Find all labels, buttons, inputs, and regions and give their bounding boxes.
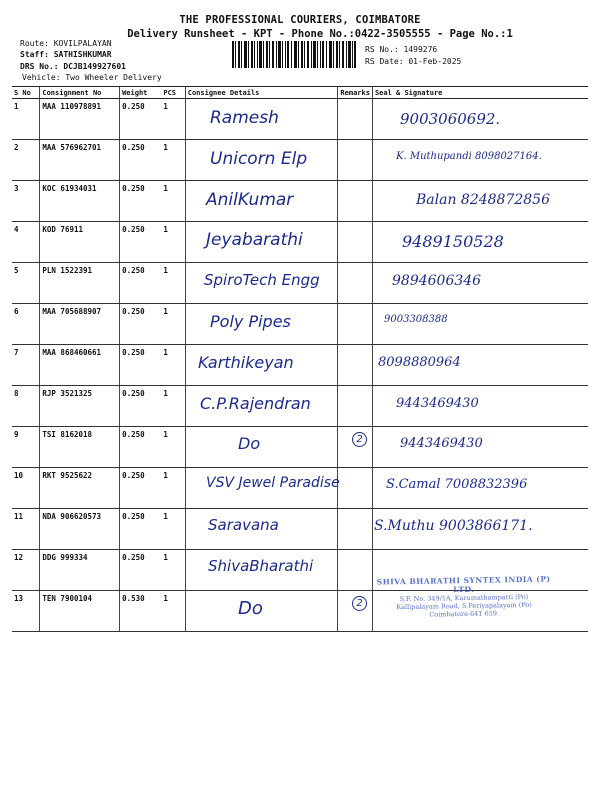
cell-sno: 8 xyxy=(12,386,40,427)
cell-remarks xyxy=(338,386,373,427)
rs-info xyxy=(365,44,461,68)
cell-sno: 9 xyxy=(12,427,40,468)
seal-line-4: Coimbatore-641 659. xyxy=(429,609,500,619)
cell-weight: 0.250 xyxy=(120,304,162,345)
company-title: THE PROFESSIONAL COURIERS, COIMBATORE xyxy=(179,14,421,26)
cell-remarks xyxy=(338,99,373,140)
cell-weight: 0.250 xyxy=(120,550,162,591)
remark-mark: 2 xyxy=(352,596,367,611)
cell-pcs: 1 xyxy=(161,427,185,468)
cell-weight: 0.250 xyxy=(120,263,162,304)
cell-remarks xyxy=(338,468,373,509)
handwritten-signature: Balan 8248872856 xyxy=(416,191,550,208)
table-header-row xyxy=(12,87,588,99)
cell-consignment: RKT 9525622 xyxy=(40,468,120,509)
consignee-handwritten-name: Unicorn Elp xyxy=(210,148,308,169)
handwritten-signature: 9443469430 xyxy=(400,436,483,452)
cell-pcs: 1 xyxy=(161,345,185,386)
handwritten-signature: 9489150528 xyxy=(402,232,504,252)
rs-date: RS Date: 01-Feb-2025 xyxy=(365,57,462,66)
cell-sno: 3 xyxy=(12,181,40,222)
route-info: Route: KOVILPALAYAN xyxy=(20,39,112,48)
vehicle-info: Vehicle: Two Wheeler Delivery xyxy=(22,73,162,82)
cell-sno: 2 xyxy=(12,140,40,181)
seal-line-1: SHIVA BHARATHI SYNTEX INDIA (P) LTD. xyxy=(376,574,551,595)
cell-consignment: PLN 1522391 xyxy=(40,263,120,304)
col-weight: Weight xyxy=(120,87,162,99)
cell-consignment: KOD 76911 xyxy=(40,222,120,263)
cell-consignment: TEN 7900104 xyxy=(40,591,120,632)
company-seal xyxy=(370,574,559,631)
cell-remarks xyxy=(338,263,373,304)
cell-sno: 6 xyxy=(12,304,40,345)
cell-weight: 0.250 xyxy=(120,509,162,550)
cell-weight: 0.250 xyxy=(120,427,162,468)
seal-line-2: S.F. No. 349/1A, Karumathampatti (Po) xyxy=(399,592,529,604)
cell-weight: 0.250 xyxy=(120,222,162,263)
cell-consignment: NDA 906620573 xyxy=(40,509,120,550)
cell-pcs: 1 xyxy=(161,304,185,345)
handwritten-signature: 8098880964 xyxy=(378,354,461,370)
barcode-image xyxy=(232,41,356,68)
handwritten-signature: 9003308388 xyxy=(384,314,448,325)
table-row xyxy=(12,427,588,468)
cell-sno: 5 xyxy=(12,263,40,304)
cell-pcs: 1 xyxy=(161,468,185,509)
col-pcs: PCS xyxy=(161,87,185,99)
cell-sno: 12 xyxy=(12,550,40,591)
handwritten-signature: S.Camal 7008832396 xyxy=(386,477,528,493)
seal-line-3: Kallipalayam Road, S.Periyapalayam (Po) xyxy=(396,600,532,612)
cell-consignment: DDG 999334 xyxy=(40,550,120,591)
col-remarks: Remarks xyxy=(338,87,373,99)
table-row xyxy=(12,99,588,140)
handwritten-signature: 9894606346 xyxy=(392,273,482,290)
remark-mark: 2 xyxy=(352,432,367,447)
cell-remarks xyxy=(338,181,373,222)
cell-pcs: 1 xyxy=(161,99,185,140)
rs-number: RS No.: 1499276 xyxy=(365,45,438,54)
consignee-handwritten-name: Ramesh xyxy=(210,108,279,128)
cell-consignment: MAA 576962701 xyxy=(40,140,120,181)
cell-pcs: 1 xyxy=(161,591,185,632)
cell-pcs: 1 xyxy=(161,550,185,591)
handwritten-signature: S.Muthu 9003866171. xyxy=(374,518,533,534)
cell-consignment: MAA 868460661 xyxy=(40,345,120,386)
cell-pcs: 1 xyxy=(161,386,185,427)
cell-remarks xyxy=(338,140,373,181)
consignee-handwritten-name: Karthikeyan xyxy=(198,352,294,372)
cell-weight: 0.530 xyxy=(120,591,162,632)
cell-sno: 1 xyxy=(12,99,40,140)
cell-pcs: 1 xyxy=(161,222,185,263)
consignee-handwritten-name: Jeyabarathi xyxy=(206,230,303,251)
table-row xyxy=(12,304,588,345)
cell-weight: 0.250 xyxy=(120,140,162,181)
cell-pcs: 1 xyxy=(161,181,185,222)
cell-remarks xyxy=(338,509,373,550)
cell-sno: 7 xyxy=(12,345,40,386)
consignee-handwritten-name: SpiroTech Engg xyxy=(204,271,320,290)
drs-info: DRS No.: DCJB149927601 xyxy=(20,62,126,71)
cell-sno: 11 xyxy=(12,509,40,550)
cell-consignment: RJP 3521325 xyxy=(40,386,120,427)
handwritten-signature: 9443469430 xyxy=(396,395,479,411)
cell-pcs: 1 xyxy=(161,140,185,181)
consignee-handwritten-name: AnilKumar xyxy=(206,189,294,210)
col-sno: S No xyxy=(12,87,40,99)
cell-sno: 4 xyxy=(12,222,40,263)
cell-consignee xyxy=(185,427,338,468)
cell-weight: 0.250 xyxy=(120,345,162,386)
col-seal-signature: Seal & Signature xyxy=(372,87,588,99)
staff-info: Staff: SATHISHKUMAR xyxy=(20,50,112,59)
col-consignment: Consignment No xyxy=(40,87,120,99)
cell-weight: 0.250 xyxy=(120,386,162,427)
cell-consignment: MAA 705688907 xyxy=(40,304,120,345)
runsheet-subtitle: Delivery Runsheet - KPT - Phone No.:0422-3505555 - Page No.:1 xyxy=(127,28,513,40)
cell-remarks xyxy=(338,345,373,386)
cell-sno: 10 xyxy=(12,468,40,509)
consignee-handwritten-name: VSV Jewel Paradise xyxy=(206,475,340,492)
col-consignee: Consignee Details xyxy=(185,87,338,99)
cell-weight: 0.250 xyxy=(120,99,162,140)
consignee-handwritten-name: ShivaBharathi xyxy=(208,556,314,575)
cell-consignment: KOC 61934031 xyxy=(40,181,120,222)
cell-remarks xyxy=(338,304,373,345)
cell-weight: 0.250 xyxy=(120,181,162,222)
cell-consignment: TSI 8162018 xyxy=(40,427,120,468)
cell-remarks xyxy=(338,550,373,591)
consignee-handwritten-name: Do xyxy=(238,434,261,454)
consignee-handwritten-name: Do xyxy=(238,597,263,619)
consignee-handwritten-name: Poly Pipes xyxy=(210,312,291,331)
consignee-handwritten-name: Saravana xyxy=(208,516,279,534)
table-row xyxy=(12,345,588,386)
cell-remarks xyxy=(338,222,373,263)
cell-weight: 0.250 xyxy=(120,468,162,509)
cell-consignment: MAA 110978891 xyxy=(40,99,120,140)
handwritten-signature: K. Muthupandi 8098027164. xyxy=(396,150,542,162)
consignee-handwritten-name: C.P.Rajendran xyxy=(200,393,311,413)
cell-pcs: 1 xyxy=(161,509,185,550)
handwritten-signature: 9003060692. xyxy=(400,110,501,128)
cell-pcs: 1 xyxy=(161,263,185,304)
cell-sno: 13 xyxy=(12,591,40,632)
